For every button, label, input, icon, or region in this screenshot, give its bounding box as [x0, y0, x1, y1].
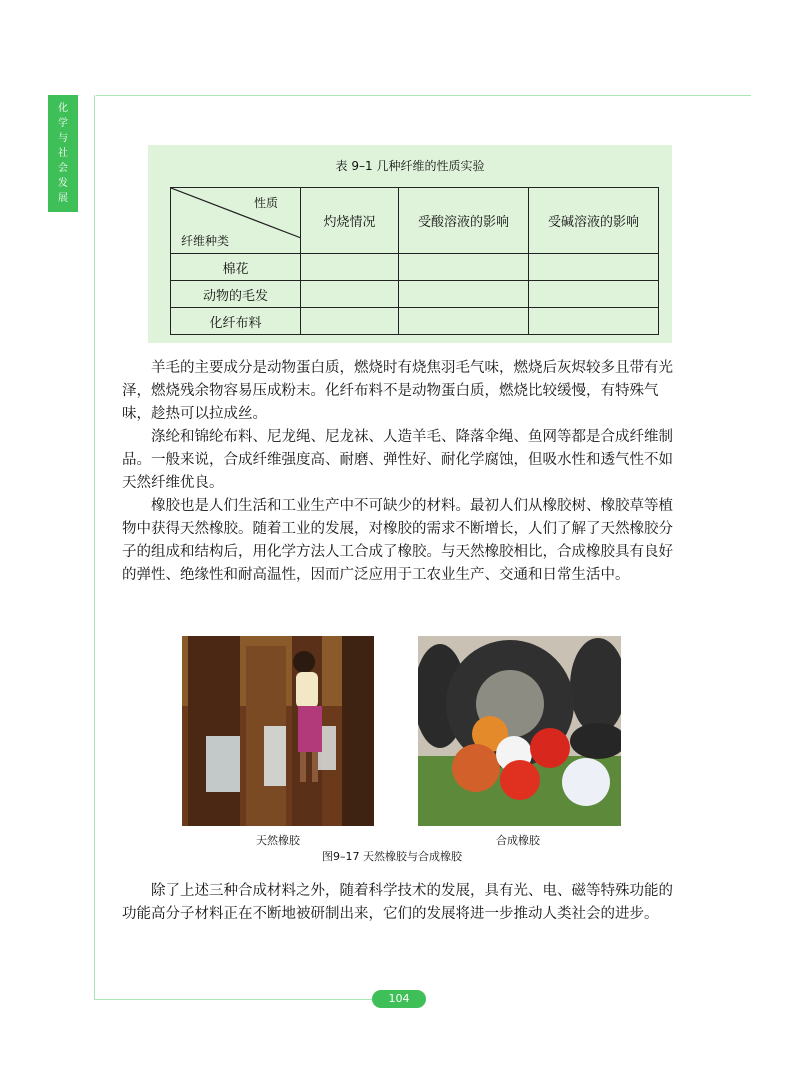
table-cell	[399, 281, 529, 308]
synthetic-rubber-photo	[418, 636, 621, 826]
paragraph-functional-polymers: 除了上述三种合成材料之外，随着科学技术的发展，具有光、电、磁等特殊功能的功能高分子材料正在不断地被研制出来，它们的发展将进一步推动人类社会的进步。	[122, 883, 673, 922]
corner-top-label: 性质	[253, 196, 278, 210]
table-cell	[301, 281, 399, 308]
table-row-label: 棉花	[171, 254, 301, 281]
paragraph-rubber: 橡胶也是人们生活和工业生产中不可缺少的材料。最初人们从橡胶树、橡胶草等植物中获得天然橡胶。随着工业的发展，对橡胶的需求不断增长，人们了解了天然橡胶分子的组成和结构后，用化学方法人工合成了橡胶。与天然橡胶相比，合成橡胶具有良好的弹性、绝缘性和耐高温性，因而广泛应用于工农业生产、交通和日常生活中。	[122, 498, 673, 583]
corner-bottom-label: 纤维种类	[181, 234, 230, 248]
fiber-properties-table	[170, 187, 659, 335]
side-tab-char: 展	[58, 193, 68, 204]
table-cell	[529, 308, 659, 335]
natural-rubber-photo	[182, 636, 374, 826]
table-row	[171, 308, 659, 335]
table-header-cell: 灼烧情况	[301, 188, 399, 254]
side-tab-char: 化	[58, 103, 68, 114]
table-header-row	[171, 188, 659, 254]
right-photo-caption: 合成橡胶	[496, 834, 540, 847]
natural-rubber-illustration	[182, 636, 374, 826]
table-header-cell: 受酸溶液的影响	[399, 188, 529, 254]
table-cell	[399, 254, 529, 281]
page-number: 104	[372, 990, 426, 1008]
chapter-side-tab	[48, 95, 78, 212]
table-row	[171, 281, 659, 308]
table-row-label: 化纤布料	[171, 308, 301, 335]
side-tab-char: 学	[58, 118, 68, 129]
table-corner-cell	[171, 188, 301, 254]
bottom-rule	[94, 999, 394, 1000]
top-rule	[96, 95, 751, 96]
paragraph-wool: 羊毛的主要成分是动物蛋白质，燃烧时有烧焦羽毛气味，燃烧后灰烬较多且带有光泽，燃烧残余物容易压成粉末。化纤布料不是动物蛋白质，燃烧比较缓慢，有特殊气味，趁热可以拉成丝。	[122, 360, 673, 422]
body-text	[122, 357, 682, 587]
table-cell	[301, 308, 399, 335]
table-caption: 表 9–1 几种纤维的性质实验	[335, 159, 485, 173]
table-cell	[529, 254, 659, 281]
paragraph-synthetic-fiber: 涤纶和锦纶布料、尼龙绳、尼龙袜、人造羊毛、降落伞绳、鱼网等都是合成纤维制品。一般来说，合成纤维强度高、耐磨、弹性好、耐化学腐蚀，但吸水性和透气性不如天然纤维优良。	[122, 429, 673, 491]
figure-caption: 图9–17 天然橡胶与合成橡胶	[322, 850, 462, 863]
side-tab-char: 与	[58, 133, 68, 144]
table-header-cell: 受碱溶液的影响	[529, 188, 659, 254]
fiber-properties-table-box	[148, 145, 672, 343]
left-rule	[94, 95, 95, 1000]
side-tab-char: 会	[58, 163, 68, 174]
closing-text	[122, 880, 682, 926]
table-cell	[399, 308, 529, 335]
side-tab-char: 发	[58, 178, 68, 189]
table-row-label: 动物的毛发	[171, 281, 301, 308]
synthetic-rubber-illustration	[418, 636, 621, 826]
table-row	[171, 254, 659, 281]
left-photo-caption: 天然橡胶	[256, 834, 300, 847]
side-tab-char: 社	[58, 148, 68, 159]
table-cell	[301, 254, 399, 281]
table-cell	[529, 281, 659, 308]
